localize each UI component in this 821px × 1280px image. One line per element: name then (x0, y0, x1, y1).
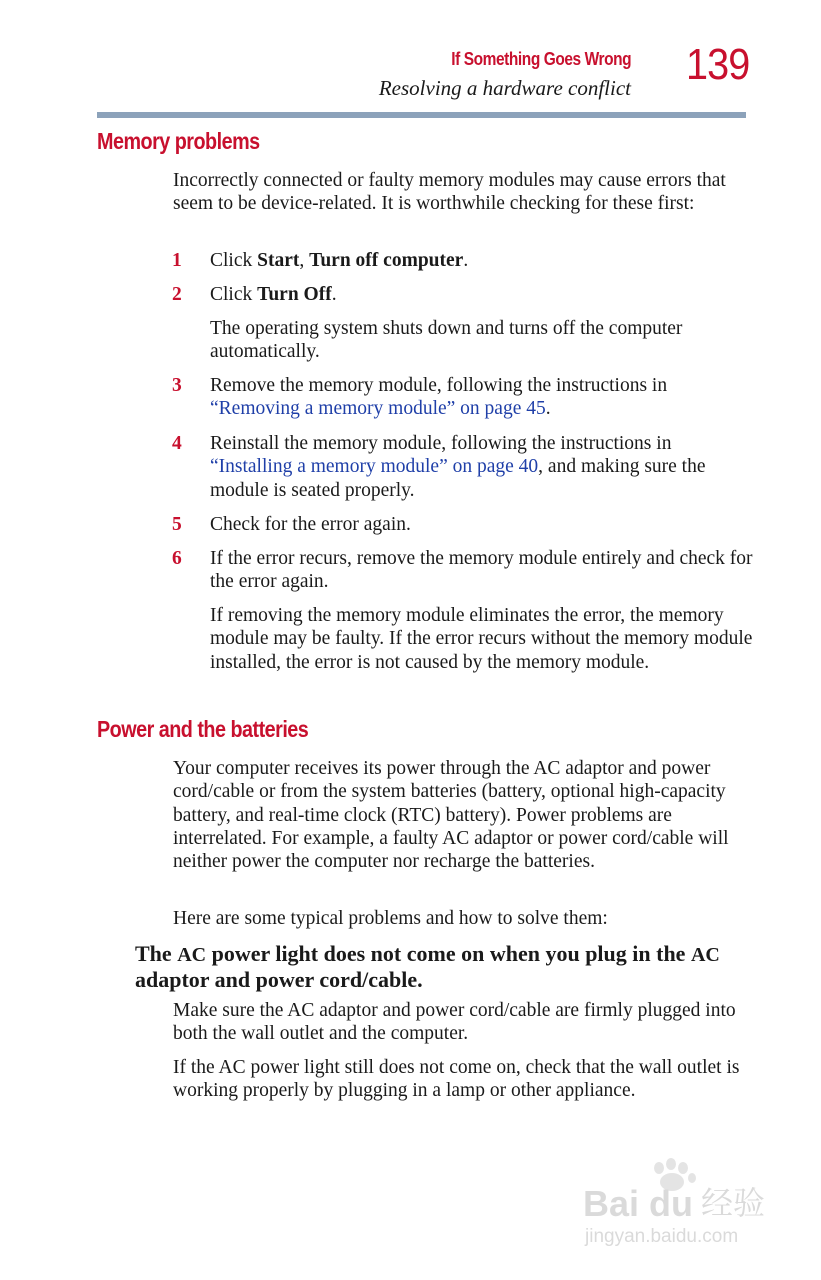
ui-term-turn-off-computer: Turn off computer (309, 250, 464, 271)
step-text: If the error recurs, remove the memory module entirely and check for the error again. (210, 548, 753, 593)
link-installing-memory-module[interactable]: “Installing a memory module” on page 40 (210, 456, 539, 478)
step-text: Check for the error again. (210, 514, 411, 535)
watermark-url: jingyan.baidu.com (585, 1226, 739, 1247)
power-lead: Here are some typical problems and how to solve them: (173, 908, 608, 929)
problem-heading: The AC power light does not come on when you plug in the AC adaptor and power cord/cable. (135, 941, 720, 992)
header-rule (97, 112, 746, 118)
step-number: 2 (172, 284, 182, 305)
step-text: Click Start, Turn off computer. (210, 250, 469, 271)
watermark-logo-jingyan: 经验 (701, 1185, 766, 1221)
step-text: Reinstall the memory module, following the instructions in “Installing a memory module” on page 40, and making sure the module is seated properly. (210, 433, 706, 501)
power-intro: Your computer receives its power through the AC adaptor and power cord/cable or from the system batteries (battery, optional high-capacity battery, and real-time clock (RTC) battery). Power problems are interrelated. For example, a faulty AC adaptor or power cord/cable will neither power the computer nor recharge the batteries. (173, 758, 729, 873)
heading-memory-problems: Memory problems (97, 128, 260, 154)
solution-paragraph: If the AC power light still does not come on, check that the wall outlet is working properly by plugging in a lamp or other appliance. (173, 1057, 740, 1102)
step-note: The operating system shuts down and turns off the computer automatically. (210, 318, 683, 363)
step-number: 6 (172, 548, 182, 569)
step-number: 4 (172, 433, 182, 454)
heading-power-batteries: Power and the batteries (97, 716, 309, 742)
step-number: 3 (172, 375, 182, 396)
watermark-logo-du: du (649, 1183, 693, 1224)
step-note: If removing the memory module eliminates the error, the memory module may be faulty. If the error recurs without the memory module installed, the error is not caused by the memory module. (210, 605, 753, 673)
step-text: Click Turn Off. (210, 284, 337, 305)
step-number: 5 (172, 514, 182, 535)
step-text: Remove the memory module, following the instructions in “Removing a memory module” on page 45. (210, 375, 668, 420)
link-removing-memory-module[interactable]: “Removing a memory module” on page 45 (210, 398, 546, 420)
memory-intro: Incorrectly connected or faulty memory modules may cause errors that seem to be device-related. It is worthwhile checking for these first: (173, 170, 726, 215)
ui-term-turn-off: Turn Off (257, 284, 332, 305)
watermark-logo-bai: Bai (583, 1183, 640, 1224)
section-title: Resolving a hardware conflict (378, 76, 631, 100)
page-number: 139 (686, 40, 750, 89)
ui-term-start: Start (257, 250, 300, 271)
step-number: 1 (172, 250, 182, 271)
chapter-title: If Something Goes Wrong (451, 49, 631, 69)
baidu-watermark (583, 1158, 783, 1248)
solution-paragraph: Make sure the AC adaptor and power cord/cable are firmly plugged into both the wall outlet and the computer. (173, 1000, 736, 1045)
